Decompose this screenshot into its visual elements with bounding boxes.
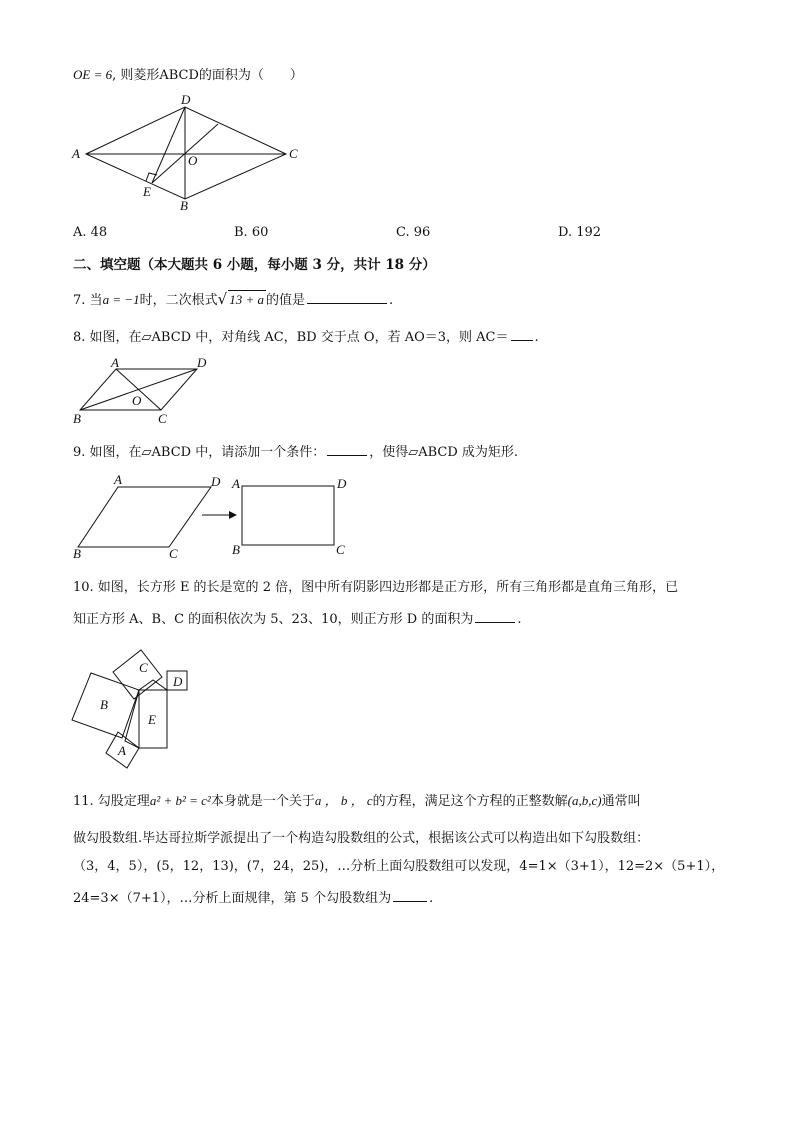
q8-label-o: O: [132, 393, 142, 408]
q7-end: .: [388, 293, 394, 308]
q10-end: .: [517, 612, 522, 627]
q6-option-d[interactable]: D. 192: [558, 225, 602, 240]
q8-text: [73, 328, 539, 347]
q6-option-b[interactable]: B. 60: [234, 225, 269, 240]
q7-number: 7.: [73, 293, 86, 308]
q10-line1: 10. 如图，长方形 E 的长是宽的 2 倍，图中所有阴影四边形都是正方形，所有三角形都是直角三角形，已: [73, 580, 679, 595]
q11-line3: （3，4，5），(5，12，13)，(7，24，25)，…分析上面勾股数组可以发现，4=1×（3+1），12=2×（5+1），: [73, 859, 725, 874]
q7-mid: 时，二次根式: [139, 293, 218, 308]
q9-transform-figure: [0, 470, 794, 565]
q11-pre: 11. 勾股定理: [73, 794, 150, 809]
q9-post: ，使得▱ABCD 成为矩形.: [369, 445, 519, 460]
section-fill-in-heading: 二、填空题（本大题共 6 小题，每小题 3 分，共计 18 分）: [73, 257, 436, 273]
q6-label-b: B: [180, 198, 188, 213]
q6-label-o: O: [188, 153, 198, 168]
q8-label-b: B: [73, 411, 81, 426]
q11-line1-end: 通常叫: [601, 794, 641, 809]
q8-answer-blank[interactable]: [511, 328, 533, 341]
q9-rectangle: [242, 486, 334, 545]
q11-question: 24=3×（7+1），…分析上面规律，第 5 个勾股数组为: [73, 891, 392, 906]
q10-answer-blank[interactable]: [475, 610, 515, 623]
q6-option-c[interactable]: C. 96: [396, 225, 431, 240]
q6-rhombus-figure: [0, 0, 794, 240]
q11-tuple: (a,b,c): [567, 793, 602, 808]
q7-answer-blank[interactable]: [307, 291, 387, 304]
q10-label-d: D: [173, 674, 183, 689]
q11-line1: [73, 792, 641, 811]
q8-question: 8. 如图，在▱ABCD 中，对角线 AC，BD 交于点 O，若 AO＝3，则 AC＝: [73, 330, 509, 345]
q6-intro-var: OE = 6: [73, 67, 113, 82]
q6-label-c: C: [289, 146, 298, 161]
q9-label-c1: C: [169, 546, 178, 561]
q8-label-c: C: [158, 411, 167, 426]
q8-label-a: A: [111, 355, 119, 370]
q8-end: .: [534, 330, 539, 345]
q10-squares-figure: [0, 640, 794, 775]
q9-label-b2: B: [232, 542, 240, 557]
q8-label-d: D: [197, 355, 207, 370]
q9-arrow-icon: [229, 511, 237, 519]
q11-answer-blank[interactable]: [393, 889, 427, 902]
q10-label-b: B: [100, 697, 108, 712]
q11-formula: a² + b² = c²: [149, 793, 211, 808]
q7-text: 7. 当a = −1时，二次根式√ 13 + a 的值是 .: [73, 290, 394, 308]
q10-square-c: [113, 650, 162, 699]
q6-label-a: A: [72, 146, 80, 161]
q10-line2: [73, 610, 521, 629]
q9-label-c2: C: [336, 542, 345, 557]
q10-label-a: A: [118, 743, 126, 758]
q9-text: [73, 443, 518, 462]
q6-option-a[interactable]: A. 48: [73, 225, 108, 240]
q11-line2: 做勾股数组.毕达哥拉斯学派提出了一个构造勾股数组的公式，根据该公式可以构造出如下勾股数组：: [73, 831, 650, 846]
q6-intro-text: , 则菱形ABCD的面积为（ ）: [112, 68, 303, 83]
q7-root: 13 + a: [229, 292, 264, 307]
q9-label-d1: D: [211, 474, 221, 489]
q9-label-b1: B: [73, 546, 81, 561]
q9-label-a1: A: [114, 472, 122, 487]
q9-answer-blank[interactable]: [327, 443, 367, 456]
q9-label-d2: D: [337, 476, 347, 491]
q7-pre: 当: [89, 293, 103, 308]
q10-question: 知正方形 A、B、C 的面积依次为 5、23、10，则正方形 D 的面积为: [73, 612, 474, 627]
q7-var: a = −1: [102, 292, 140, 307]
q9-label-a2: A: [232, 476, 240, 491]
q11-post: 的方程，满足这个方程的正整数解: [372, 794, 568, 809]
q11-mid: 本身就是一个关于: [210, 794, 315, 809]
q9-parallelogram: [78, 487, 211, 547]
q7-post: 的值是: [265, 293, 305, 308]
q10-label-e: E: [148, 712, 156, 727]
q9-pre: 9. 如图，在▱ABCD 中，请添加一个条件：: [73, 445, 326, 460]
q6-label-d: D: [181, 92, 191, 107]
q11-end: .: [429, 891, 434, 906]
q11-vars: a ， b ， c: [314, 793, 373, 808]
q11-line4: [73, 889, 433, 908]
q8-parallelogram-figure: [0, 355, 794, 435]
q6-label-e: E: [143, 184, 151, 199]
q10-label-c: C: [139, 660, 148, 675]
